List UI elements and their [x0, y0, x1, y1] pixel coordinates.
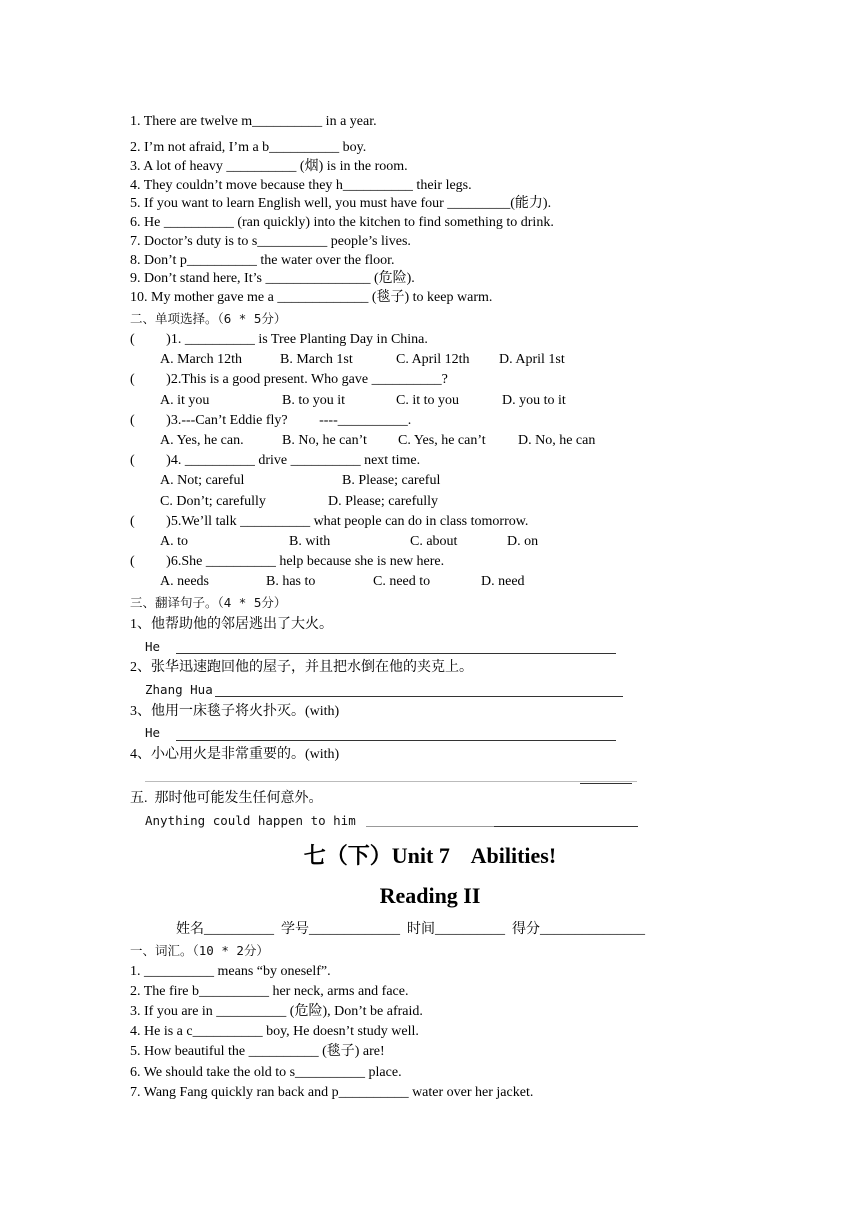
student-info-line: 姓名__________ 学号_____________ 时间__________ 得分_______________ — [176, 922, 645, 937]
answer-line-2[interactable] — [215, 696, 623, 697]
vocab2-item-2: 2. The fire b__________ her neck, arms and face. — [130, 984, 409, 999]
answer-line-4-end — [580, 783, 632, 784]
mc-heading: 二、单项选择。（6 * 5分） — [130, 311, 287, 326]
mc1-option-d: D. April 1st — [499, 352, 565, 367]
answer-line-1[interactable] — [176, 653, 616, 654]
mc2-option-c: C. it to you — [396, 393, 460, 408]
vocab2-item-1: 1. __________ means “by oneself”. — [130, 964, 331, 979]
vocab-item-6: 6. He __________ (ran quickly) into the kitchen to find something to drink. — [130, 215, 554, 230]
vocab-item-8: 8. Don’t p__________ the water over the floor. — [130, 253, 395, 268]
vocab2-item-7: 7. Wang Fang quickly ran back and p__________ water over her jacket. — [130, 1085, 534, 1100]
vocab2-item-3: 3. If you are in __________ (危险), Don’t be afraid. — [130, 1004, 423, 1019]
vocab-item-4: 4. They couldn’t move because they h__________ their legs. — [130, 178, 472, 193]
translate-item-1-prefix: He — [145, 639, 161, 654]
mc6-option-d: D. need — [481, 574, 525, 589]
mc4-option-c: C. Don’t; carefully — [160, 494, 266, 509]
answer-line-5b[interactable] — [494, 826, 638, 827]
mc1-option-c: C. April 12th — [396, 352, 470, 367]
vocab-item-5: 5. If you want to learn English well, you must have four _________(能力). — [130, 196, 552, 211]
mc5-option-b: B. with — [289, 534, 331, 549]
vocab-item-3: 3. A lot of heavy __________ (烟) is in the room. — [130, 159, 408, 174]
mc-question-1: ( )1. __________ is Tree Planting Day in China. — [130, 332, 428, 347]
mc-question-4: ( )4. __________ drive __________ next time. — [130, 453, 421, 468]
mc1-option-b: B. March 1st — [280, 352, 353, 367]
five-heading: 五. 那时他可能发生任何意外。 — [130, 791, 323, 806]
mc3-option-d: D. No, he can — [518, 433, 596, 448]
translate-item-1-cn: 1、他帮助他的邻居逃出了大火。 — [130, 617, 333, 632]
translate-item-4-cn: 4、小心用火是非常重要的。(with) — [130, 747, 340, 762]
vocab2-item-5: 5. How beautiful the __________ (毯子) are! — [130, 1044, 385, 1059]
mc6-option-a: A. needs — [160, 574, 209, 589]
mc2-option-a: A. it you — [160, 393, 210, 408]
mc1-option-a: A. March 12th — [160, 352, 243, 367]
mc5-option-a: A. to — [160, 534, 188, 549]
mc-question-6: ( )6.She __________ help because she is new here. — [130, 554, 445, 569]
vocab-item-2: 2. I’m not afraid, I’m a b__________ boy. — [130, 140, 367, 155]
answer-line-4[interactable] — [145, 781, 637, 782]
mc3-option-b: B. No, he can’t — [282, 433, 367, 448]
answer-line-3[interactable] — [176, 740, 616, 741]
vocab-item-9: 9. Don’t stand here, It’s _______________ (危险). — [130, 271, 415, 286]
vocab2-item-4: 4. He is a c__________ boy, He doesn’t study well. — [130, 1024, 419, 1039]
answer-line-5a[interactable] — [366, 826, 494, 827]
mc4-option-d: D. Please; carefully — [328, 494, 439, 509]
translate-heading: 三、翻译句子。（4 * 5分） — [130, 595, 287, 610]
vocab-item-1: 1. There are twelve m__________ in a year. — [130, 114, 377, 129]
mc6-option-b: B. has to — [266, 574, 316, 589]
mc5-option-c: C. about — [410, 534, 458, 549]
mc-question-2: ( )2.This is a good present. Who gave __________? — [130, 372, 448, 387]
mc3-option-c: C. Yes, he can’t — [398, 433, 486, 448]
unit-title: 七（下）Unit 7 Abilities! — [303, 843, 557, 868]
mc2-option-d: D. you to it — [502, 393, 566, 408]
translate-item-3-prefix: He — [145, 725, 161, 740]
mc3-option-a: A. Yes, he can. — [160, 433, 244, 448]
mc5-option-d: D. on — [507, 534, 539, 549]
reading-subtitle: Reading II — [379, 883, 481, 908]
mc-question-3: ( )3.---Can’t Eddie fly? ----__________. — [130, 413, 412, 428]
mc4-option-b: B. Please; careful — [342, 473, 441, 488]
five-prefix: Anything could happen to him — [145, 813, 356, 828]
mc6-option-c: C. need to — [373, 574, 431, 589]
mc2-option-b: B. to you it — [282, 393, 346, 408]
vocab-item-10: 10. My mother gave me a _____________ (毯子) to keep warm. — [130, 290, 493, 305]
vocab-item-7: 7. Doctor’s duty is to s__________ people’s lives. — [130, 234, 411, 249]
mc4-option-a: A. Not; careful — [160, 473, 245, 488]
vocab2-item-6: 6. We should take the old to s__________ place. — [130, 1065, 402, 1080]
translate-item-3-cn: 3、他用一床毯子将火扑灭。(with) — [130, 704, 340, 719]
vocab-heading-2: 一、词汇。（10 * 2分） — [130, 943, 269, 958]
translate-item-2-prefix: Zhang Hua — [145, 682, 213, 697]
mc-question-5: ( )5.We’ll talk __________ what people can do in class tomorrow. — [130, 514, 529, 529]
translate-item-2-cn: 2、张华迅速跑回他的屋子，并且把水倒在他的夹克上。 — [130, 660, 473, 675]
